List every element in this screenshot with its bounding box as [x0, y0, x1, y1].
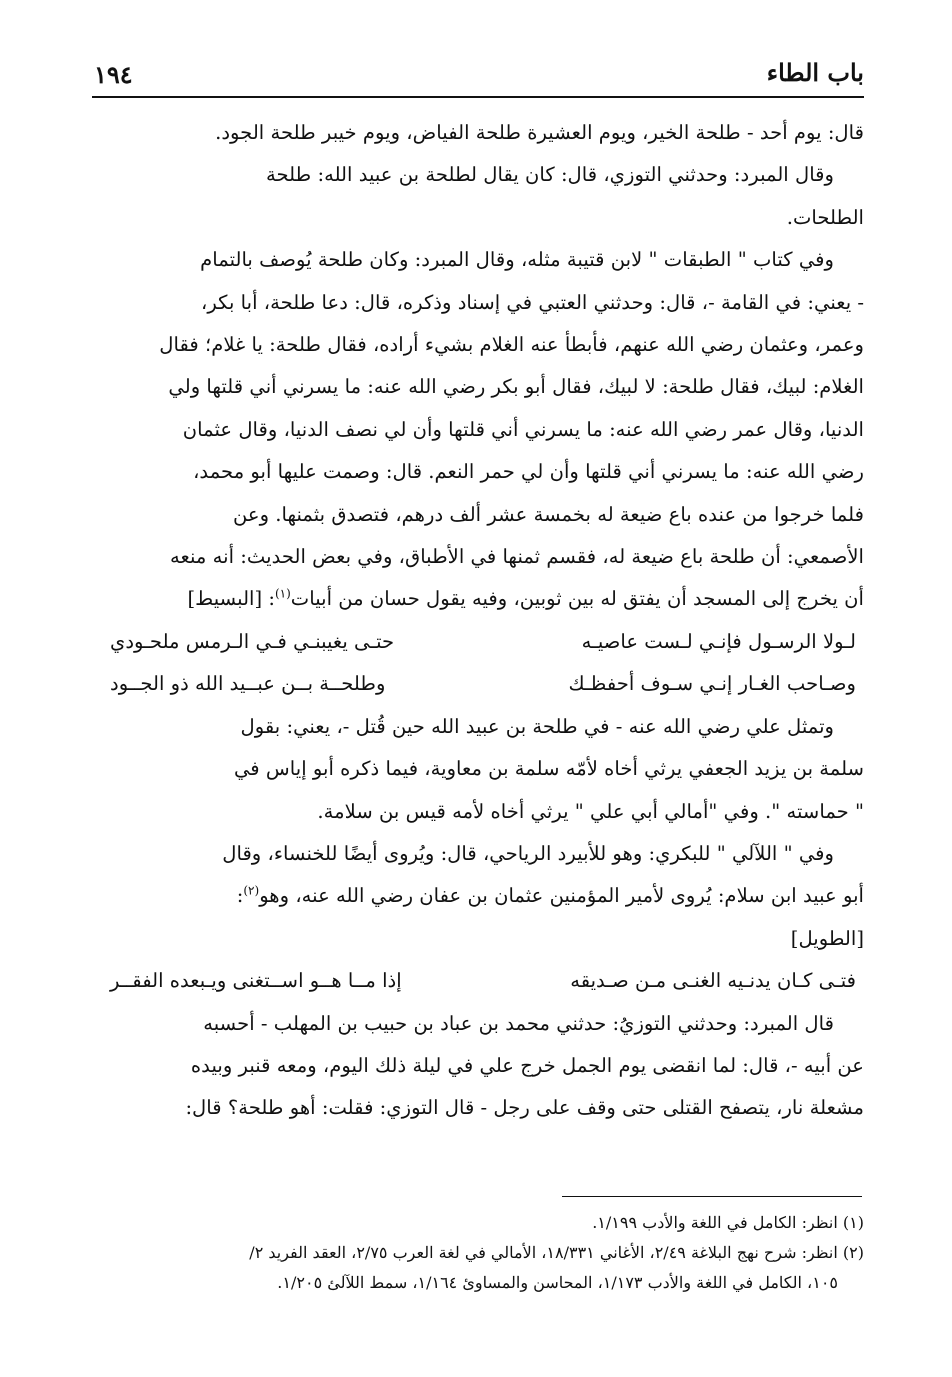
text-span: أن يخرج إلى المسجد أن يفتق له بين ثوبين، وفيه يقول حسان من أبيات	[290, 587, 864, 611]
text-line: - يعني: في القامة -، قال: وحدثني العتبي في إسناد وذكره، قال: دعا طلحة، أبا بكر،	[201, 290, 864, 314]
text-line: عن أبيه -، قال: لما انقضى يوم الجمل خرج علي في ليلة ذلك اليوم، ومعه قنبر وبيده	[190, 1053, 864, 1077]
text-line: الغلام: لبيك، فقال طلحة: لا لبيك، فقال أبو بكر رضي الله عنه: ما يسرني أني قلتها ولي	[168, 375, 864, 399]
page-number: ١٩٤	[94, 60, 133, 89]
verse-first-hemistich: لـولا الرسـول فإنـي لـست عاصيـه	[581, 629, 856, 653]
text-line: وعمر، وعثمان رضي الله عنهم، فأبطأ عنه الغلام بشيء أراده، فقال طلحة: يا غلام؛ فقال	[159, 333, 864, 357]
text-line	[92, 578, 864, 620]
footnote-1: (١) انظر: الكامل في اللغة والأدب ١/١٩٩.	[592, 1213, 864, 1232]
text-line: وقال المبرد: وحدثني التوزي، قال: كان يقال لطلحة بن عبيد الله: طلحة	[266, 163, 834, 187]
page-header	[92, 56, 864, 98]
text-line: وفي " اللآلي " للبكري: وهو للأبيرد الرياحي، قال: ويُروى أيضًا للخنساء، وقال	[222, 841, 834, 865]
verse-second-hemistich: وطلحــة بــن عبــيد الله ذو الجــود	[110, 672, 386, 696]
text-line: وتمثل علي رضي الله عنه - في طلحة بن عبيد الله حين قُتل -، يعني: بقول	[240, 714, 834, 738]
text-line: فلما خرجوا من عنده باع ضيعة له بخمسة عشر ألف درهم، فتصدق بثمنها. وعن	[232, 502, 864, 526]
verse-second-hemistich: إذا مــا هــو اســتغنى ويـبعده الفقــر	[110, 969, 402, 993]
text-line	[92, 875, 864, 917]
text-line: سلمة بن يزيد الجعفي يرثي أخاه لأمّه سلمة بن معاوية، فيما ذكره أبو إياس في	[233, 757, 864, 781]
footnote-divider	[562, 1196, 862, 1197]
poem-verse-3	[92, 960, 864, 1002]
text-line: قال المبرد: وحدثني التوزيُ: حدثني محمد بن عباد بن حبيب بن المهلب - أحسبه	[203, 1011, 834, 1035]
text-line: وفي كتاب " الطبقات " لابن قتيبة مثله، وقال المبرد: وكان طلحة يُوصف بالتمام	[200, 248, 834, 272]
main-text	[92, 112, 864, 1130]
text-line: مشعلة نار، يتصفح القتلى حتى وقف على رجل - قال التوزي: فقلت: أهو طلحة؟ قال:	[185, 1096, 864, 1120]
footnotes	[92, 1208, 864, 1298]
text-line: " حماسته ". وفي "أمالي أبي علي " يرثي أخاه لأمه قيس بن سلامة.	[317, 799, 864, 823]
text-line: الدنيا، وقال عمر رضي الله عنه: ما يسرني أني قلتها وأن لي نصف الدنيا، وقال عثمان	[182, 417, 864, 441]
footnote-ref-1: (١)	[274, 586, 291, 601]
text-span: :	[236, 884, 244, 908]
chapter-title: باب الطاء	[766, 58, 864, 87]
text-line: قال: يوم أحد - طلحة الخير، ويوم العشيرة طلحة الفياض، ويوم خيبر طلحة الجود.	[215, 121, 864, 144]
footnote-ref-2: (٢)	[243, 883, 260, 898]
meter-label: [الطويل]	[790, 926, 864, 950]
verse-second-hemistich: حتـى يغيبنـي فـي الـرمس ملحـودي	[110, 629, 395, 653]
poem-verse-1	[92, 621, 864, 663]
verse-first-hemistich: فتـى كـان يدنـيه الغنـى مـن صـديقه	[570, 969, 856, 993]
poem-verse-2	[92, 663, 864, 705]
text-line: رضي الله عنه: ما يسرني أني قلتها وأن لي حمر النعم. قال: وصمت عليها أبو محمد،	[193, 460, 864, 484]
text-span: أبو عبيد ابن سلام: يُروى لأمير المؤمنين عثمان بن عفان رضي الله عنه، وهو	[259, 884, 864, 908]
footnote-2-continued: ١٠٥، الكامل في اللغة والأدب ١/١٧٣، المحاسن والمساوئ ١/١٦٤، سمط اللآلئ ١/٢٠٥.	[277, 1273, 838, 1292]
meter-label: : [البسيط]	[187, 587, 275, 611]
text-line: الأصمعي: أن طلحة باع ضيعة له، فقسم ثمنها في الأطباق، وفي بعض الحديث: أنه منعه	[170, 545, 864, 569]
verse-first-hemistich: وصـاحب الغـار إنـي سـوف أحفظـك	[568, 672, 856, 696]
footnote-2: (٢) انظر: شرح نهج البلاغة ٢/٤٩، الأغاني ١٨/٣٣١، الأمالي في لغة العرب ٢/٧٥، العقد الفريد ٢/	[249, 1243, 864, 1262]
text-line: الطلحات.	[786, 205, 864, 229]
